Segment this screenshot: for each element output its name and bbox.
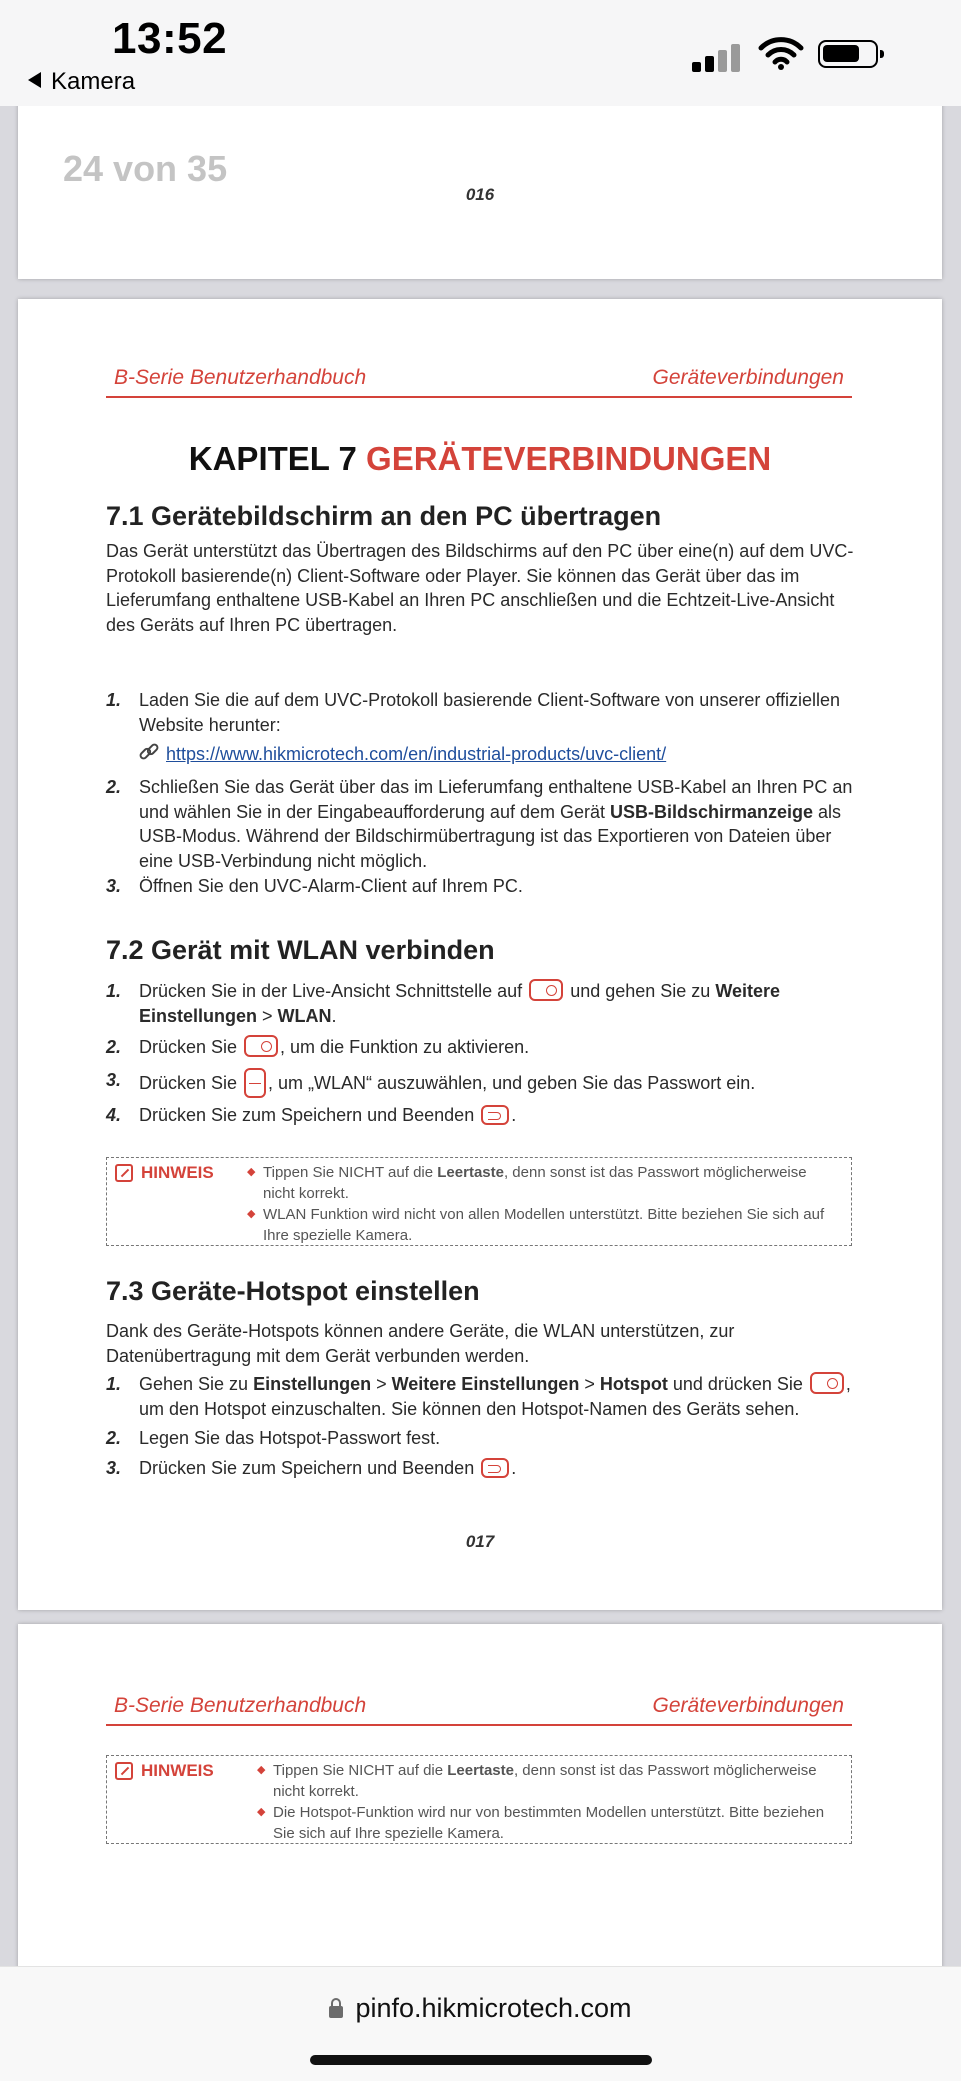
running-header (106, 1692, 852, 1726)
list-item: 3. Drücken Sie zum Speichern und Beenden . (106, 1458, 517, 1478)
note-item: ◆ WLAN Funktion wird nicht von allen Modellen unterstützt. Bitte beziehen Sie sich auf Ihre spezielle Kamera. (247, 1204, 842, 1246)
updown-key-icon (244, 1068, 266, 1098)
cellular-signal-icon (692, 42, 742, 72)
page-number: 017 (465, 1532, 495, 1551)
section-intro-7-3: Dank des Geräte-Hotspots können andere Geräte, die WLAN unterstützen, zur Datenübertragung mit dem Gerät verbunden werden. (106, 1321, 735, 1366)
note-item: ◆ Tippen Sie NICHT auf die Leertaste, denn sonst ist das Passwort möglicherweise nicht korrekt. (257, 1760, 842, 1802)
chapter-title (18, 440, 942, 478)
home-indicator[interactable] (310, 2055, 652, 2065)
battery-icon (818, 40, 878, 68)
note-box (106, 1157, 852, 1246)
pdf-page-016 (18, 106, 942, 279)
section-heading-7-2: 7.2 Gerät mit WLAN verbinden (106, 935, 495, 965)
running-header (106, 364, 852, 398)
note-box (106, 1755, 852, 1844)
page-number: 016 (465, 185, 495, 204)
header-chapter-title: Geräteverbindungen (652, 366, 844, 389)
back-to-camera-button[interactable] (28, 68, 135, 96)
header-manual-title: B-Serie Benutzerhandbuch (114, 1694, 367, 1717)
status-time: 13:52 (112, 14, 228, 63)
settings-key-icon (529, 979, 563, 1001)
list-item: 1. Gehen Sie zu Einstellungen > Weitere Einstellungen > Hotspot und drücken Sie , um den Hotspot einzuschalten. Sie können den Hotspot-Namen des Geräts sehen. (106, 1374, 851, 1419)
settings-key-icon (244, 1035, 278, 1057)
pdf-page-017 (18, 299, 942, 1610)
link-icon (138, 742, 160, 764)
note-label: HINWEIS (141, 1163, 214, 1182)
note-pen-icon (115, 1164, 133, 1182)
list-item: 1. Laden Sie die auf dem UVC-Protokoll basierende Client-Software von unserer offiziellen Website herunter: (106, 690, 841, 735)
note-label: HINWEIS (141, 1761, 214, 1780)
back-key-icon (481, 1458, 509, 1478)
lock-icon (329, 2006, 343, 2018)
wifi-icon (758, 36, 804, 70)
note-pen-icon (115, 1762, 133, 1780)
list-item: 2. Legen Sie das Hotspot-Passwort fest. (106, 1428, 441, 1448)
status-bar (0, 0, 961, 106)
list-item: 3. Drücken Sie , um „WLAN“ auszuwählen, und geben Sie das Passwort ein. (106, 1068, 854, 1098)
uvc-client-link-row (138, 742, 666, 766)
back-arrow-icon (28, 72, 41, 88)
note-item: ◆ Die Hotspot-Funktion wird nur von bestimmten Modellen unterstützt. Bitte beziehen Sie sich auf Ihre spezielle Kamera. (257, 1802, 842, 1844)
section-heading-7-1: 7.1 Gerätebildschirm an den PC übertragen (106, 501, 662, 531)
address-bar[interactable] (0, 1966, 961, 2081)
chapter-name: GERÄTEVERBINDUNGEN (366, 440, 772, 477)
pdf-page-018 (18, 1624, 942, 1966)
header-chapter-title: Geräteverbindungen (652, 1694, 844, 1717)
section-intro-7-1: Das Gerät unterstützt das Übertragen des Bildschirms auf den PC über eine(n) auf dem UVC-Protokoll basierende(n) Client-Software oder Player. Sie können das Gerät über das im Lieferumfang enthaltene USB-Kabel an Ihren PC anschließen und die Echtzeit-Live-Ansicht des Geräts auf Ihren PC übertragen. (106, 541, 854, 635)
back-key-icon (481, 1105, 509, 1125)
list-item: 4. Drücken Sie zum Speichern und Beenden . (106, 1105, 517, 1125)
section-heading-7-3: 7.3 Geräte-Hotspot einstellen (106, 1276, 480, 1306)
list-item: 3. Öffnen Sie den UVC-Alarm-Client auf Ihrem PC. (106, 876, 523, 896)
settings-key-icon (810, 1372, 844, 1394)
address-url[interactable]: pinfo.hikmicrotech.com (355, 1993, 632, 2023)
uvc-client-link[interactable]: https://www.hikmicrotech.com/en/industrial-products/uvc-client/ (166, 744, 667, 764)
list-item: 2. Drücken Sie , um die Funktion zu aktivieren. (106, 1037, 530, 1057)
chapter-prefix: KAPITEL 7 (188, 440, 357, 477)
note-item: ◆ Tippen Sie NICHT auf die Leertaste, denn sonst ist das Passwort möglicherweise nicht korrekt. (247, 1162, 842, 1204)
list-item: 1. Drücken Sie in der Live-Ansicht Schnittstelle auf und gehen Sie zu Weitere Einstellungen > WLAN. (106, 981, 781, 1026)
list-item: 2. Schließen Sie das Gerät über das im Lieferumfang enthaltene USB-Kabel an Ihren PC an und wählen Sie in der Eingabeaufforderung auf dem Gerät USB-Bildschirmanzeige als USB-Modus. Während der Bildschirmübertragung ist das Exportieren von Dateien über eine USB-Verbindung nicht möglich. (106, 777, 853, 871)
page-counter: 24 von 35 (63, 148, 228, 189)
pdf-viewer[interactable] (0, 106, 961, 1966)
back-label: Kamera (51, 68, 136, 95)
header-manual-title: B-Serie Benutzerhandbuch (114, 366, 367, 389)
